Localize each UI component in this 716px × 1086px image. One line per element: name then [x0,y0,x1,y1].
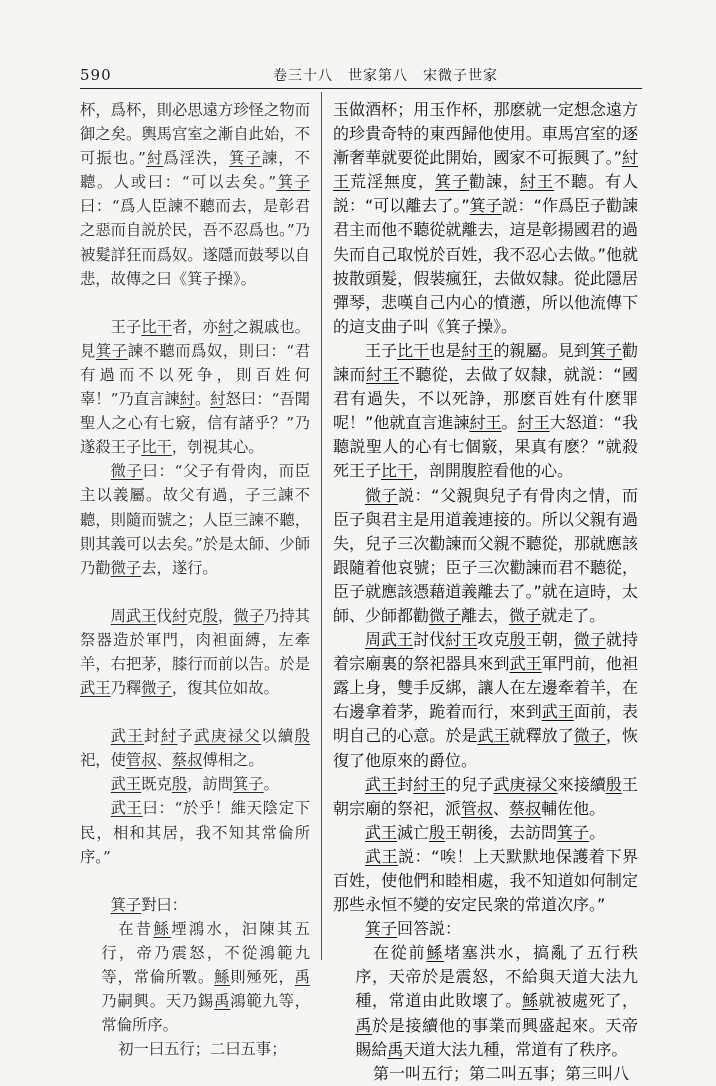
text-run: 以續 [261,727,295,746]
quoted-passage [80,1037,310,1061]
proper-name: 殷 [171,775,188,794]
proper-name: 武王 [80,679,111,698]
paragraph [333,484,638,629]
translation-column [333,98,638,1086]
text-run: 離去， [461,605,510,625]
proper-name: 微子 [365,485,399,505]
text-run: 祀，使 [80,751,126,770]
proper-name: 殷 [294,727,310,746]
text-run: 就被處死了， [538,991,638,1011]
text-run: 就走了。 [541,605,606,625]
text-run: 。 [194,390,211,409]
proper-name: 鯀 [522,991,539,1011]
text-run: ，剖開腹腔看他的心。 [413,461,574,481]
proper-name: 周武王 [110,606,157,625]
quoted-passage [333,941,638,1061]
proper-name: 微子 [573,630,606,650]
proper-name: 紂王 [519,172,554,192]
text-run: 軍門前，他袒露上身，雙手反綁，讓人在左邊牽着羊，在右邊拿着茅，跪着而行，來到 [333,654,638,722]
text-run: 、 [156,751,172,770]
quoted-passage [80,917,310,1037]
proper-name: 武王 [110,727,145,746]
text-run: 大怒道：“我聽説聖人的心有七個竅，果真有麽？”就殺死王子 [333,413,638,481]
text-run: 初一曰五行；二曰五事； [118,1040,287,1059]
proper-name: 禹 [294,968,310,986]
proper-name: 比干 [141,438,172,457]
text-run: 克 [187,606,203,625]
text-run: 封 [144,727,161,746]
text-run: 在從前 [372,943,427,963]
proper-name: 蔡叔 [509,798,542,818]
proper-name: 箕子 [469,196,502,216]
text-run: 就持着宗廟裏的祭祀器具來到 [333,630,638,674]
text-run: 滅亡 [397,822,430,842]
text-run: ， [217,606,234,625]
proper-name: 管叔 [461,798,494,818]
text-run: 怒曰：“吾聞聖人之心有七竅，信有諸乎？”乃遂殺王子 [80,390,310,457]
text-run: 王子 [365,340,398,360]
text-run: 荒淫無度， [350,172,435,192]
paragraph [80,893,310,917]
proper-name: 禹 [355,1015,373,1035]
proper-name: 武王 [477,726,510,746]
text-run: 堙鴻水，汩陳其五行，帝乃震怒，不從鴻範九等，常倫所斁。 [101,919,310,986]
proper-name: 禹 [387,1039,404,1059]
paragraph [333,917,638,941]
proper-name: 微子 [110,462,143,481]
proper-name: 比干 [397,340,430,360]
paragraph [80,604,310,700]
text-run: 王子 [110,317,142,336]
proper-name: 微子 [509,605,542,625]
proper-name: 蔡叔 [171,751,203,770]
proper-name: 殷 [605,774,622,794]
paragraph [80,315,310,460]
proper-name: 箕子 [434,172,469,192]
paragraph [333,98,638,339]
paragraph [333,628,638,773]
proper-name: 紂王 [413,774,446,794]
text-run: 勸諫， [468,172,520,192]
text-run: 傅相之。 [202,751,264,770]
text-run: 曰：“爲人臣諫不聽而去，是彰君之惡而自説於民，吾不忍爲也。”乃被髮詳狂而爲奴。遂隱而鼓琴以自悲，故傳之曰《箕子操》。 [80,197,310,288]
proper-name: 紂 [210,390,226,409]
text-run: 爲淫泆， [163,149,230,168]
text-run: 不聽。有人説：“可以離去了。” [333,172,638,216]
text-run: 面前，表明自己的心意。於是 [333,702,638,746]
paragraph [80,724,310,772]
proper-name: 比干 [141,317,172,336]
proper-name: 紂 [160,727,178,746]
proper-name: 微子 [141,679,172,698]
text-run: 也是 [429,340,462,360]
proper-name: 紂 [217,317,234,336]
text-run: 伐 [156,606,172,625]
text-run: 乃嗣興。天乃錫 [101,992,215,1011]
proper-name: 鯀 [426,943,445,963]
proper-name: 禄父 [227,727,262,746]
proper-name: 禄父 [525,774,558,794]
proper-name: 紂王 [469,413,502,433]
text-run: 就釋放了 [509,726,574,746]
text-run: 諫，不聽。人或曰：“可以去矣。” [80,149,310,192]
text-run: 鴻範九等，常倫所序。 [101,992,310,1035]
text-run: 來接續 [557,774,606,794]
text-run: 乃釋 [110,679,142,698]
text-run: 杯，爲杯，則必思遠方珍怪之物而御之矣。輿馬宫室之漸自此始，不可振也。” [80,101,310,168]
proper-name: 武王 [365,774,398,794]
text-run: 説：“父親與兒子有骨肉之情，而臣子與君主是用道義連接的。所以父親有過失，兒子三次勸諫而父親不聽從，那就應該跟隨着他哀號；臣子三次勸諫而君不聽從，臣子就應該憑藉道義離去了。”就在這時，太師、少師都勸 [333,485,638,625]
paragraph [80,459,310,579]
proper-name: 鯀 [214,968,231,986]
proper-name: 微子 [429,605,462,625]
proper-name: 紂王 [517,413,550,433]
text-run: 者，亦 [171,317,218,336]
text-run: 王朝後，去訪問 [445,822,558,842]
proper-name: 武王 [365,846,399,866]
proper-name: 紂王 [365,365,399,385]
paragraph [80,98,310,291]
text-run: 乃持其祭器造於軍門，肉袒面縛，左牽羊，右把茅，膝行而前以告。於是 [80,606,310,673]
proper-name: 微子 [110,558,142,577]
proper-name: 箕子 [589,340,622,360]
text-run: 回答説： [397,919,462,939]
text-run: 的兒子 [445,774,494,794]
column-divider [321,92,322,960]
text-run: 。 [263,775,279,794]
proper-name: 比干 [381,461,414,481]
proper-name: 箕子 [233,775,264,794]
text-run: 對曰： [141,895,188,914]
text-run: 説：“唉！上天默默地保護着下界百姓，使他們和睦相處，我不知道如何制定那些永恒不變的安定民衆的常道次序。” [333,846,638,915]
text-run: 説：“作爲臣子勸諫君主而他不聽從就離去，這是彰揚國君的過失而自己取悦於百姓，我不忍心去做。”他就披散頭髮，假裝瘋狂，去做奴隸。從此隱居彈琴，悲嘆自己内心的憤懣，所以他流傳下的這支曲子叫《箕子操》。 [333,196,638,336]
proper-name: 管叔 [125,751,157,770]
text-run: 既克 [141,775,172,794]
text-run: 封 [397,774,414,794]
paragraph [333,339,638,484]
text-run: 曰：“於乎！維天陰定下民，相和其居，我不知其常倫所序。” [80,799,310,866]
text-run: 輔佐他。 [541,798,606,818]
proper-name: 箕子 [276,173,310,192]
proper-name: 殷 [429,822,446,842]
text-run: 、 [493,798,510,818]
proper-name: 殷 [509,630,526,650]
proper-name: 箕子 [365,919,398,939]
quoted-passage [333,1062,638,1086]
text-run: 討伐 [413,630,446,650]
text-run: 勸諫而 [333,340,638,385]
text-run: 第一叫五行；第二叫五事；第三叫八 [372,1063,629,1083]
proper-name: 紂王 [333,148,638,192]
proper-name: 武王 [110,775,142,794]
paragraph [80,796,310,868]
proper-name: 周武王 [365,630,414,650]
text-run: 王朝， [525,630,574,650]
paragraph [333,773,638,821]
text-run: 不聽從，去做了奴隸，就説：“國君有過失，不以死諍，那麽百姓有什麽罪呢！”他就直言進諫 [333,365,638,433]
proper-name: 武王 [365,822,398,842]
text-run: 堵塞洪水，搞亂了五行秩序，天帝於是震怒，不給與天道大法九種，常道由此敗壞了。 [355,943,638,1011]
running-head: 卷三十八 世家第八 宋微子世家 [273,68,498,84]
proper-name: 紂 [145,149,164,168]
text-run: ，復其位如故。 [171,679,279,698]
proper-name: 微子 [233,606,264,625]
paragraph [333,845,638,917]
text-run: 子 [177,727,195,746]
proper-name: 殷 [202,606,218,625]
text-run: 諫不聽而爲奴，則曰：“君有過而不以死争，則百姓何辜！”乃直言諫 [80,341,310,409]
proper-name: 箕子 [557,822,590,842]
original-text-column [80,98,310,1061]
proper-name: 箕子 [95,341,128,360]
text-run: ，恢復了他原來的爵位。 [333,726,638,770]
text-run: 則殛死， [230,968,295,986]
proper-name: 箕子 [229,149,262,168]
text-run: 。 [589,822,606,842]
proper-name: 武王 [509,654,542,674]
proper-name: 箕子 [110,895,142,914]
proper-name: 紂 [171,606,188,625]
proper-name: 紂 [179,390,195,409]
proper-name: 武王 [541,702,574,722]
text-run: 之親戚也。見 [80,317,310,360]
text-run: 在昔 [118,919,154,938]
proper-name: 禹 [214,992,231,1011]
paragraph [333,821,638,845]
paragraph [80,772,310,796]
header-rule [80,88,642,89]
proper-name: 武王 [110,799,143,818]
text-run: 去，遂行。 [141,558,218,577]
text-run: 王朝宗廟的祭祀，派 [333,774,638,818]
proper-name: 鯀 [153,919,172,938]
text-run: 攻克 [477,630,510,650]
text-run: 的親屬。見到 [493,340,590,360]
text-run: ，訪問 [187,775,234,794]
proper-name: 武庚 [493,774,526,794]
text-run: ，刳視其心。 [171,438,264,457]
proper-name: 紂王 [461,340,494,360]
text-run: 於是接續他的事業而興盛起來。天帝賜給 [355,1015,638,1059]
text-run: 玉做酒杯；用玉作杯，那麽就一定想念遠方的珍貴奇特的東西歸他使用。車馬宫室的逐漸奢華就要從此開始，國家不可振興了。” [333,100,638,168]
text-run: 天道大法九種，常道有了秩序。 [403,1039,628,1059]
page-number: 590 [80,66,112,84]
text-run: 曰：“父子有骨肉，而臣主以義屬。故父有過，子三諫不聽，則隨而號之；人臣三諫不聽，則其義可以去矣。”於是太師、少師乃勸 [80,462,310,577]
proper-name: 紂王 [445,630,478,650]
proper-name: 武庚 [194,727,228,746]
proper-name: 微子 [573,726,606,746]
text-run: 。 [501,413,518,433]
